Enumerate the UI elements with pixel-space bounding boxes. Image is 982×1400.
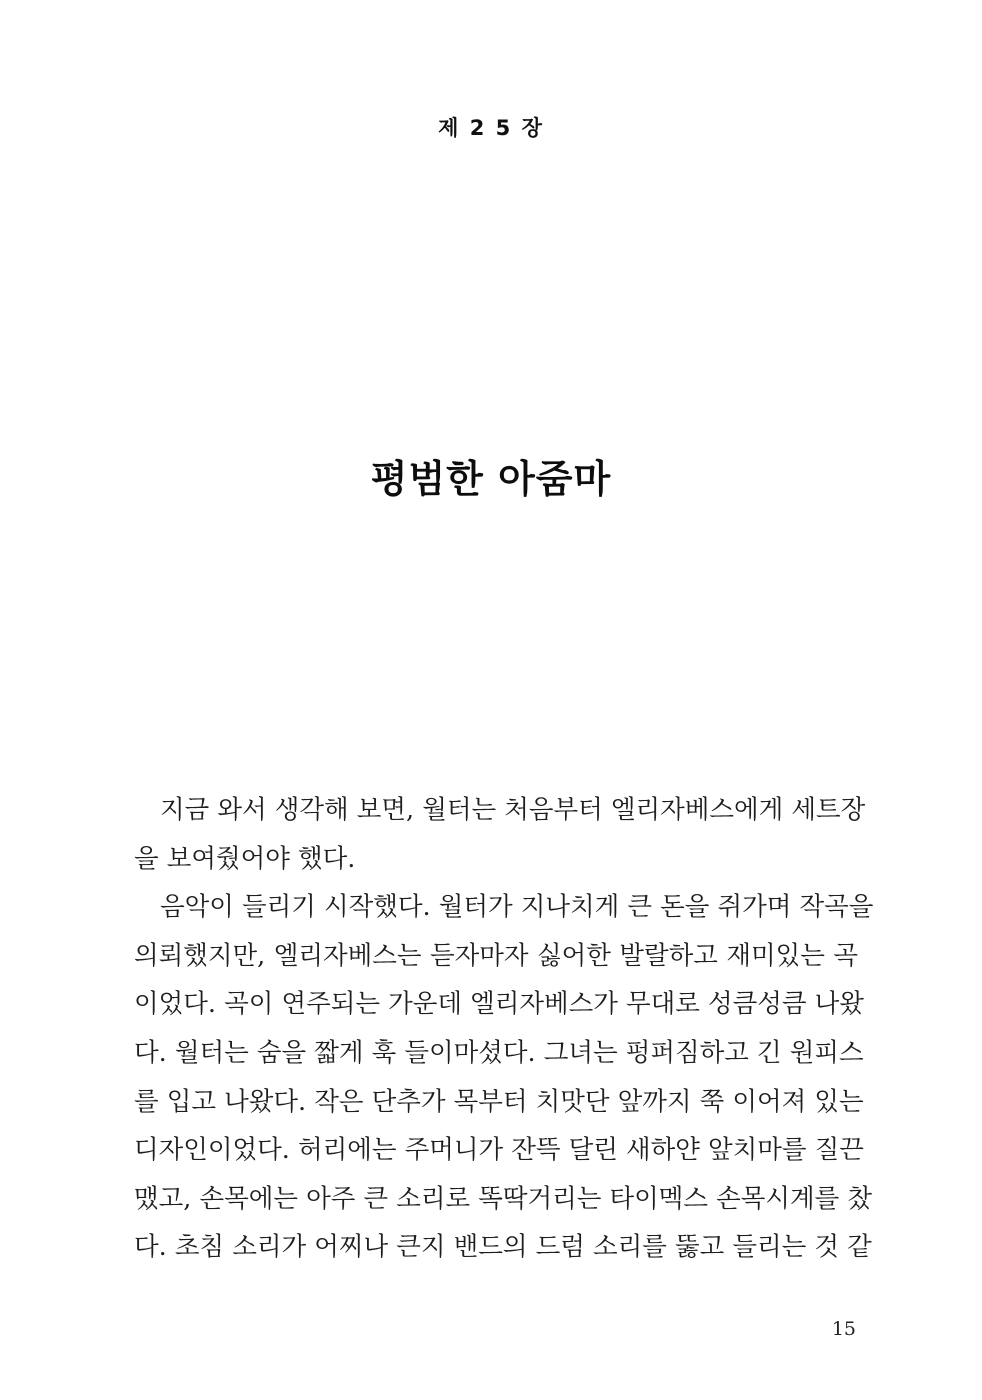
chapter-number: 제 2 5 장 [438,116,544,140]
text-line: 지금 와서 생각해 보면, 월터는 처음부터 엘리자베스에게 세트장 [160,795,866,825]
text-line: 음악이 들리기 시작했다. 월터가 지나치게 큰 돈을 쥐가며 작곡을 [160,892,874,923]
chapter-title: 평범한 아줌마 [370,457,612,501]
body-text [134,786,874,1272]
text-line: 의뢰했지만, 엘리자베스는 듣자마자 싫어한 발랄하고 재미있는 곡 [134,940,858,971]
text-line: 을 보여줬어야 했다. [134,843,356,874]
text-line: 다. 초침 소리가 어찌나 큰지 밴드의 드럼 소리를 뚫고 들리는 것 같 [134,1232,872,1263]
text-line: 맸고, 손목에는 아주 큰 소리로 똑딱거리는 타이멕스 손목시계를 찼 [134,1183,873,1214]
paragraph-2 [134,883,874,1272]
text-line: 이었다. 곡이 연주되는 가운데 엘리자베스가 무대로 성큼성큼 나왔 [134,989,864,1020]
text-line: 를 입고 나왔다. 작은 단추가 목부터 치맛단 앞까지 쭉 이어져 있는 [134,1086,864,1117]
text-line: 다. 월터는 숨을 짧게 훅 들이마셨다. 그녀는 펑퍼짐하고 긴 원피스 [134,1037,864,1068]
text-line: 디자인이었다. 허리에는 주머니가 잔뜩 달린 새하얀 앞치마를 질끈 [134,1135,864,1166]
paragraph-1 [134,786,866,883]
page-number: 15 [831,1318,856,1340]
